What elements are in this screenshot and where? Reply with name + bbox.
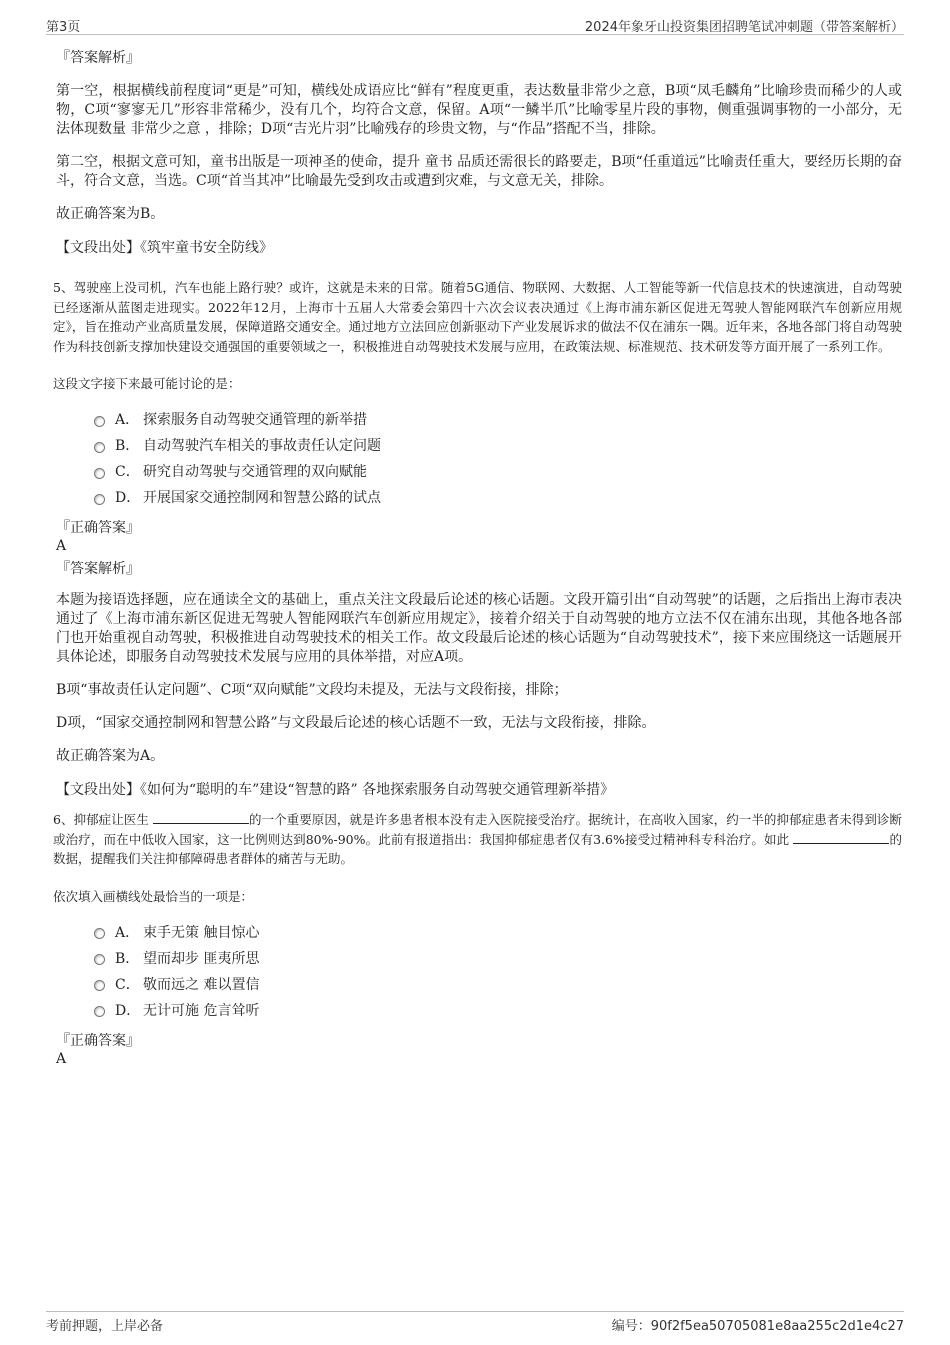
radio-icon[interactable] [94, 980, 105, 991]
radio-icon[interactable] [94, 954, 105, 965]
q5-prompt: 这段文字接下来最可能讨论的是： [53, 376, 241, 391]
radio-icon[interactable] [94, 928, 105, 939]
q6-option-c[interactable]: C． 敬而远之 难以置信 [94, 971, 902, 997]
document-id: 编号：90f2f5ea50705081e8aa255c2d1e4c27 [611, 1319, 904, 1334]
q6-option-a[interactable]: A． 束手无策 触目惊心 [94, 919, 902, 945]
q6-options [94, 919, 902, 1023]
q4-analysis-p1: 第一空，根据横线前程度词“更是”可知，横线处成语应比“鲜有”程度更重，表达数量非常少之意，B项“凤毛麟角”比喻珍贵而稀少的人或物，C项“寥寥无几”形容非常稀少，没有几个，均符合文意，保留。A项“一鳞半爪”比喻零星片段的事物，侧重强调事物的一小部分，无法体现数量 非常少之意 ，排除；D项“吉光片羽”比喻残存的珍贵文物，与“作品”搭配不当，排除。 [56, 83, 902, 137]
q6-option-d[interactable]: D． 无计可施 危言耸听 [94, 997, 902, 1023]
q5-option-d[interactable]: D． 开展国家交通控制网和智慧公路的试点 [94, 484, 902, 510]
q5-analysis-label: 『答案解析』 [56, 561, 140, 577]
q5-analysis-p1: 本题为接语选择题，应在通读全文的基础上，重点关注文段最后论述的核心话题。文段开篇引出“自动驾驶”的话题，之后指出上海市表决通过了《上海市浦东新区促进无驾驶人智能网联汽车创新应用规定》，接着介绍关于自动驾驶的地方立法不仅在浦东出现，其他各地各部门也开始重视自动驾驶，积极推进自动驾驶技术的相关工作。故文段最后论述的核心话题为“自动驾驶技术”，接下来应围绕这一话题展开具体论述，即服务自动驾驶技术发展与应用的具体举措，对应A项。 [56, 592, 902, 665]
radio-icon[interactable] [94, 1006, 105, 1017]
page-content [53, 44, 902, 1072]
radio-icon[interactable] [94, 494, 105, 505]
q5-option-a[interactable]: A． 探索服务自动驾驶交通管理的新举措 [94, 406, 902, 432]
fill-blank [153, 811, 249, 824]
footer-slogan: 考前押题，上岸必备 [46, 1319, 164, 1334]
q6-answer: A [56, 1050, 67, 1067]
q5-conclusion: 故正确答案为A。 [56, 748, 165, 764]
q5-answer-label: 『正确答案』 [56, 520, 140, 536]
q4-source: 【文段出处】《筑牢童书安全防线》 [56, 240, 273, 256]
q6-question-text: 6、抑郁症让医生 的一个重要原因，就是许多患者根本没有走入医院接受治疗。据统计，在高收入国家，约一半的抑郁症患者未得到诊断或治疗，而在中低收入国家，这一比例则达到80%-90%。此前有报道指出：我国抑郁症患者仅有3.6%接受过精神科专科治疗。如此 的数据，提醒我们关注抑郁障碍患者群体的痛苦与无助。 [53, 812, 902, 866]
q4-analysis-label: 『答案解析』 [56, 50, 140, 66]
q6-prompt: 依次填入画横线处最恰当的一项是： [53, 888, 254, 904]
page-number: 第3页 [46, 20, 81, 35]
q5-option-c[interactable]: C． 研究自动驾驶与交通管理的双向赋能 [94, 458, 902, 484]
q5-answer: A [56, 538, 67, 554]
q5-option-b[interactable]: B． 自动驾驶汽车相关的事故责任认定问题 [94, 432, 902, 458]
q4-analysis-p2: 第二空，根据文意可知，童书出版是一项神圣的使命，提升 童书 品质还需很长的路要走，B项“任重道远”比喻责任重大，要经历长期的奋斗，符合文意，当选。C项“首当其冲”比喻最先受到攻击或遭到灾难，与文意无关，排除。 [56, 154, 902, 189]
q5-source: 【文段出处】《如何为“聪明的车”建设“智慧的路” 各地探索服务自动驾驶交通管理新举措》 [56, 782, 615, 798]
q5-options [94, 406, 902, 510]
q5-analysis-p3: D项，“国家交通控制网和智慧公路”与文段最后论述的核心话题不一致，无法与文段衔接，排除。 [56, 715, 656, 731]
page-header [46, 14, 904, 35]
q5-analysis-p2: B项“事故责任认定问题”、C项“双向赋能”文段均未提及，无法与文段衔接，排除； [56, 682, 568, 698]
q6-option-b[interactable]: B． 望而却步 匪夷所思 [94, 945, 902, 971]
document-title: 2024年象牙山投资集团招聘笔试冲刺题（带答案解析） [584, 20, 904, 35]
radio-icon[interactable] [94, 442, 105, 453]
q4-conclusion: 故正确答案为B。 [56, 206, 165, 222]
q6-answer-label: 『正确答案』 [56, 1032, 140, 1049]
q5-question-text: 5、驾驶座上没司机，汽车也能上路行驶？或许，这就是未来的日常。随着5G通信、物联网、大数据、人工智能等新一代信息技术的快速演进，自动驾驶已经逐渐从蓝图走进现实。2022年12月，上海市十五届人大常委会第四十六次会议表决通过《上海市浦东新区促进无驾驶人智能网联汽车创新应用规定》，旨在推动产业高质量发展，保障道路交通安全。通过地方立法回应创新驱动下产业发展诉求的做法不仅在浦东一隅。近年来，各地各部门将自动驾驶作为科技创新支撑加快建设交通强国的重要领域之一，积极推进自动驾驶技术发展与应用，在政策法规、标准规范、技术研发等方面开展了一系列工作。 [53, 280, 902, 354]
radio-icon[interactable] [94, 468, 105, 479]
radio-icon[interactable] [94, 416, 105, 427]
fill-blank [793, 831, 889, 844]
page-footer [46, 1311, 904, 1336]
